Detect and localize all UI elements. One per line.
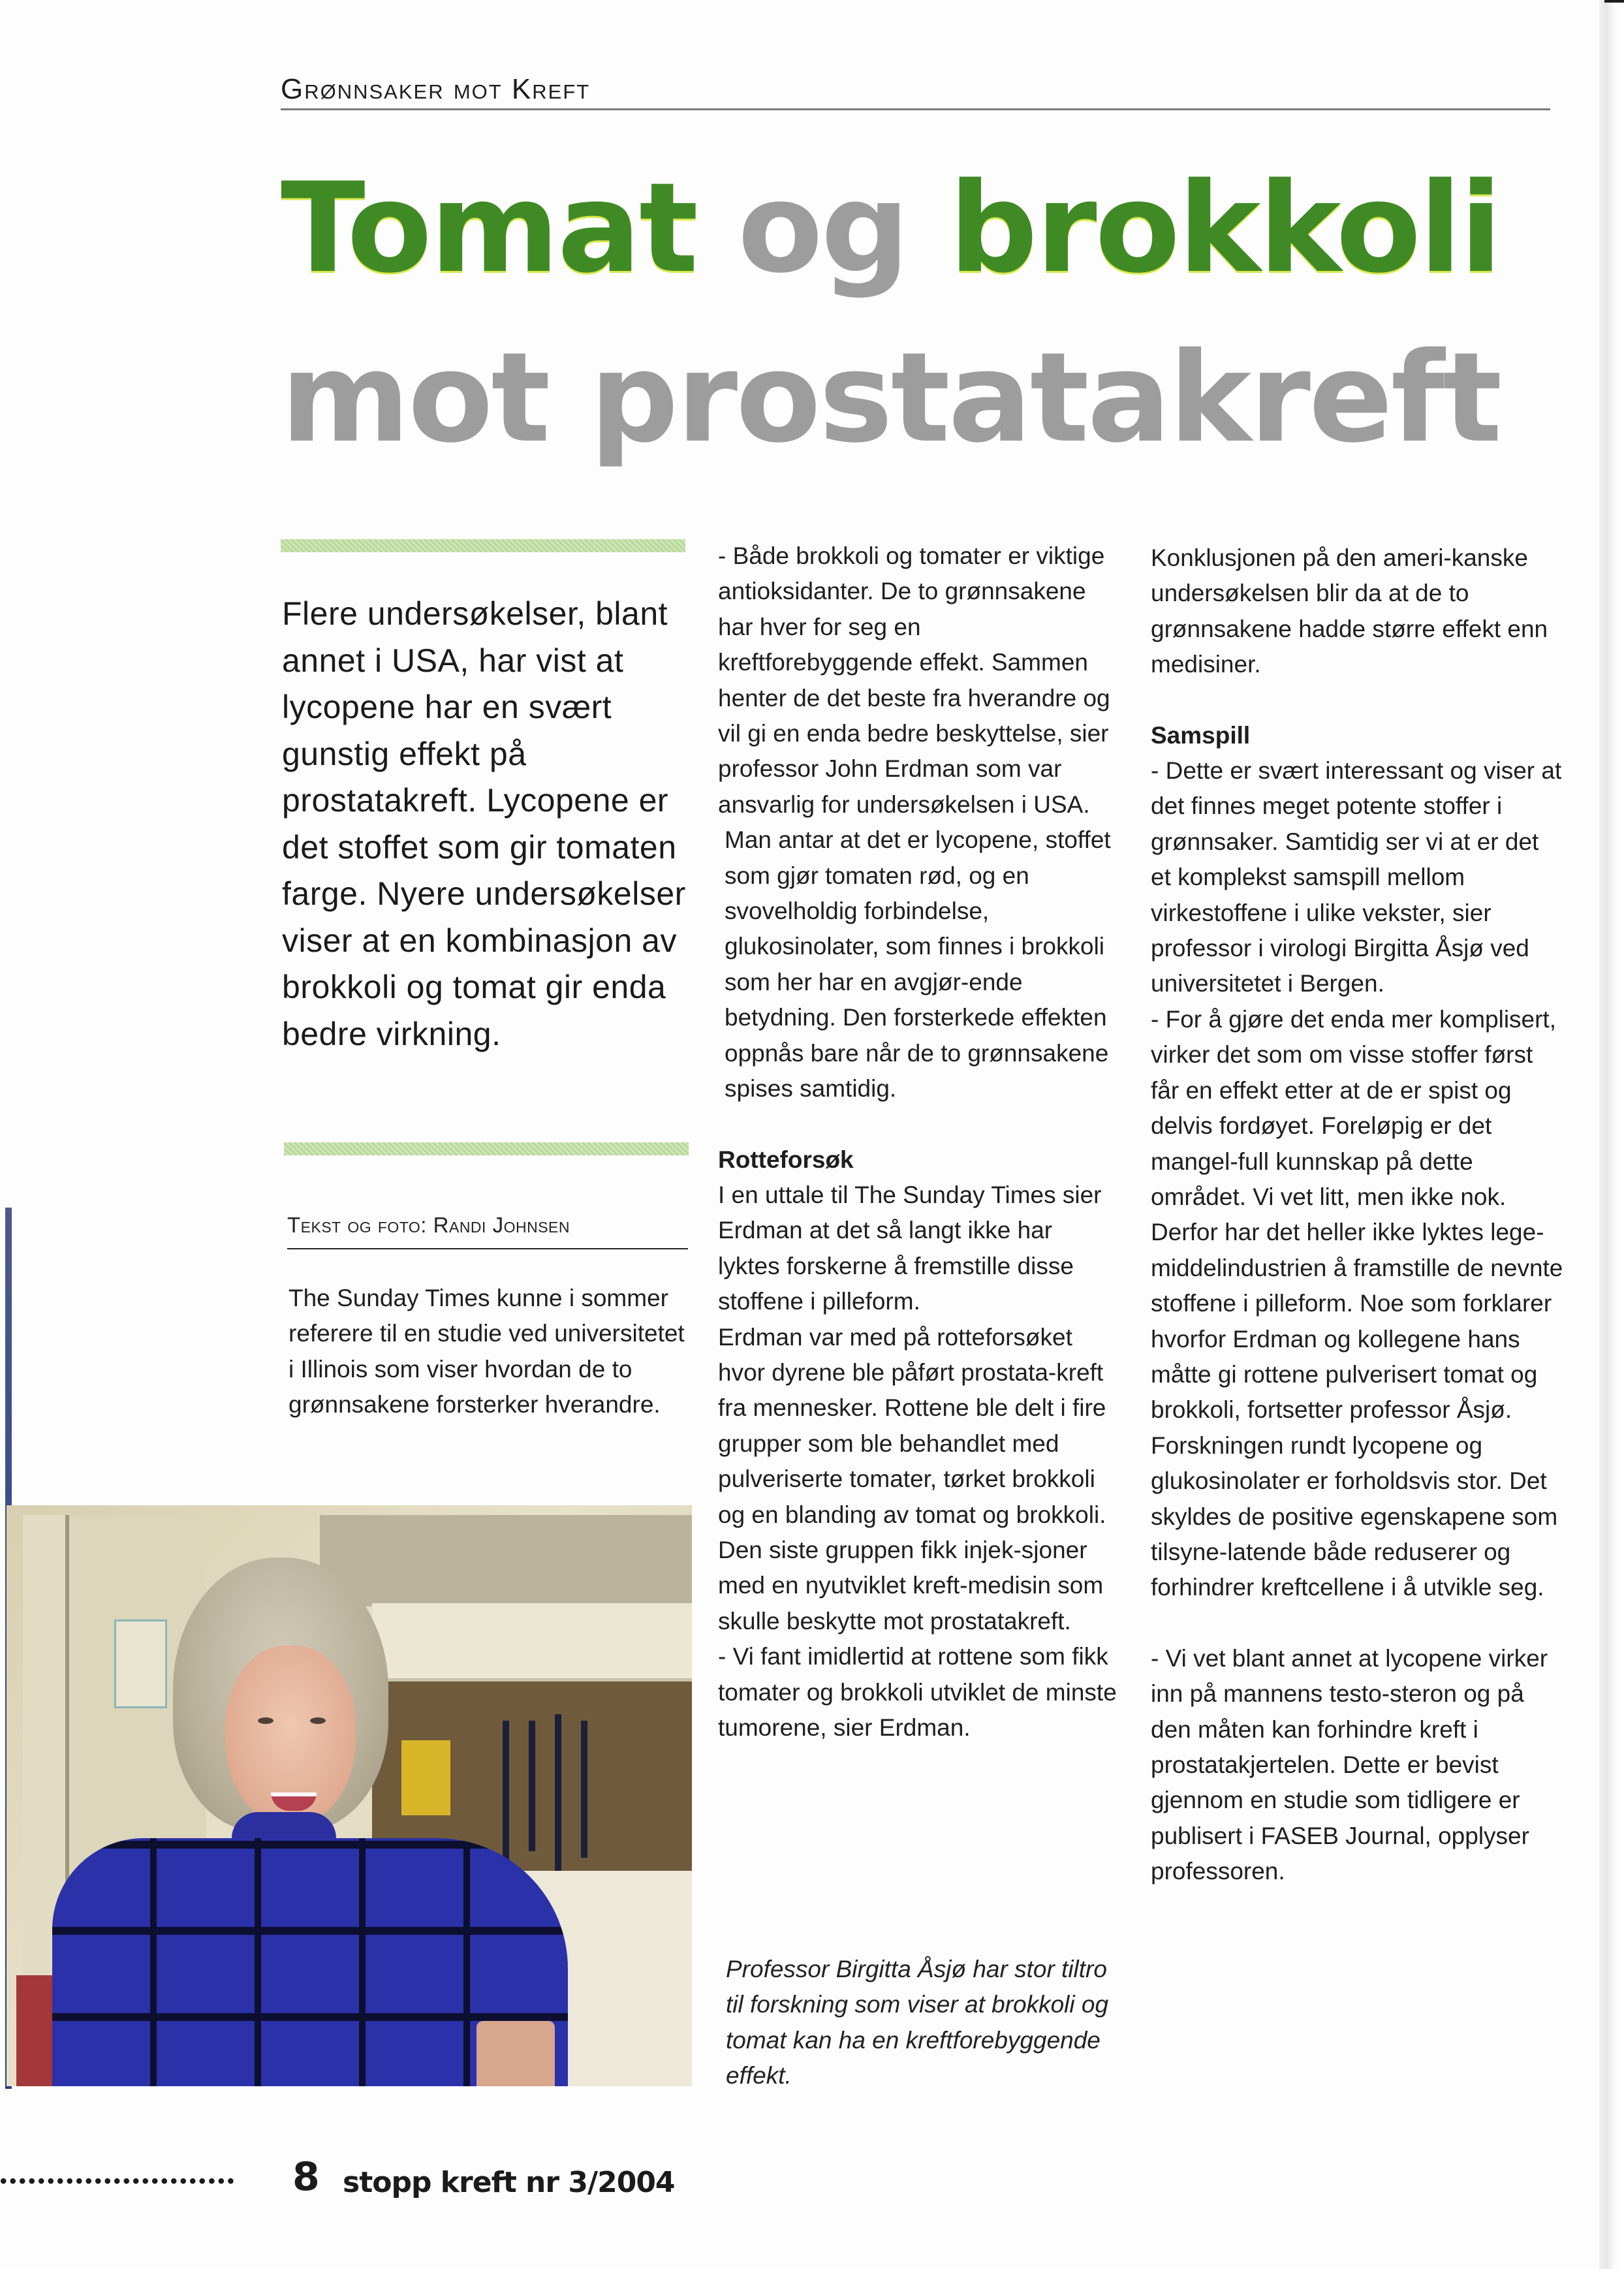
photo-yellow-box [401,1740,450,1815]
column2 [718,539,1119,1745]
article-title-line2: mot prostatakreft [281,326,1501,470]
magazine-issue: stopp kreft nr 3/2004 [343,2166,675,2199]
page-edge [1599,0,1624,2269]
subhead-samspill: Samspill [1151,721,1251,749]
column1-paragraph: The Sunday Times kunne i sommer referere til en studie ved universitetet i Illinois som viser hvordan de to grønnsakene forsterker hverandre. [289,1285,685,1418]
photo-pipette [503,1721,509,1871]
column2-paragraph: - Vi fant imidlertid at rottene som fikk tomater og brokkoli utviklet de minste tumorene, sier Erdman. [718,1643,1117,1741]
column3 [1151,540,1565,1890]
column3-final-paragraph: - Vi vet blant annet at lycopene virker inn på mannens testo-steron og på den måten kan forhindre kreft i prostatakjertelen. Dette er bevist gjennom en studie som tidligere er publisert i FASEB Journal, opplyser professoren. [1151,1644,1548,1885]
column3-paragraph: - Dette er svært interessant og viser at det finnes meget potente stoffer i grønnsaker. Samtidig ser vi at er det et komplekst samspill mellom virkestoffene i ulike vekster, sier professor i virologi Birgitta Åsjø ved universitetet i Bergen. [1151,757,1562,997]
column2-paragraph: Erdman var med på rotteforsøket hvor dyrene ble påført prostata-kreft fra mennesker. Rottene ble delt i fire grupper som ble behandlet med pulveriserte tomater, tørket brokkoli og en blanding av tomat og brokkoli. Den siste gruppen fikk injek-sjoner med en nyutviklet kreft-medisin som skulle beskytte mot prostatakreft. [718,1323,1106,1635]
column2-paragraph: - Både brokkoli og tomater er viktige antioksidanter. De to grønnsakene har hver for seg en kreftforebyggende effekt. Sammen henter de det beste fra hverandre og vil gi en enda bedre beskyttelse, sier professor John Erdman som var ansvarlig for undersøkelsen i USA. [718,542,1110,818]
subhead-rotteforsok: Rotteforsøk [718,1146,854,1173]
photo-pipette [529,1721,535,1851]
ingress-text: Flere undersøkelser, blant annet i USA, har vist at lycopene har en svært gunstig effekt på prostatakreft. Lycopene er det stoffet som gir tomaten farge. Nyere undersøkelser viser at en kombinasjon av brokkoli og tomat gir enda bedre virkning. [282,595,686,1052]
photo-chair [16,1975,55,2086]
photo-eye [258,1717,273,1724]
title-word-tomat: Tomat [281,156,696,300]
photo-eye [310,1717,326,1724]
byline: Tekst og foto: Randi Johnsen [287,1213,570,1237]
column3-paragraph: Forskningen rundt lycopene og glukosinolater er forholdsvis stor. Det skyldes de positive egenskapene som tilsyne-latende både reduserer og forhindrer kreftcellene i å utvikle seg. [1151,1432,1558,1601]
page-edge-top [1604,0,1624,3]
column2-paragraph: Man antar at det er lycopene, stoffet som gjør tomaten rød, og en svovelholdig forbindelse, glukosinolater, som finnes i brokkoli som her har en avgjør-ende betydning. Den forsterkede effekten oppnås bare når de to grønnsakene spises samtidig. [725,826,1111,1103]
section-header: Grønnsaker mot Kreft [281,73,591,105]
photo-notice [114,1620,167,1708]
photo-pipette [555,1714,561,1871]
photo-caption: Professor Birgitta Åsjø har stor tiltro til forskning som viser at brokkoli og tomat kan ha en kreftforebyggende effekt. [726,1956,1109,2089]
title-word-brokkoli: brokkoli [948,156,1501,300]
article-title-line1 [281,156,1501,300]
ingress-top-bar [281,539,685,552]
page-number: 8 [292,2154,320,2200]
portrait-photo [7,1505,692,2086]
column1-body [289,1281,693,1423]
column2-paragraph: I en uttale til The Sunday Times sier Erdman at det så langt ikke har lyktes forskerne å fremstille disse stoffene i pilleform. [718,1181,1102,1315]
byline-rule [287,1248,688,1249]
section-header-rule [281,108,1550,110]
photo-hand [476,2021,555,2086]
ingress-bottom-bar [284,1142,689,1155]
footer-dot-leader: ••••••••••••••••••••••••• [0,2170,237,2192]
column3-paragraph: Konklusjonen på den ameri-kanske undersøkelsen blir da at de to grønnsakene hadde større effekt enn medisiner. [1151,544,1548,678]
title-word-og: og [738,156,908,300]
photo-pipette [581,1721,587,1858]
photo-shelf-top [320,1515,692,1606]
photo-shelf [372,1603,692,1682]
column3-paragraph: - For å gjøre det enda mer komplisert, virker det som om visse stoffer først får en effekt etter at de er spist og delvis fordøyet. Foreløpig er det mangel-full kunnskap på dette området. Vi vet litt, men ikke nok. Derfor har det heller ikke lyktes lege-middelindustrien å framstille de nevnte stoffene i pilleform. Noe som forklarer hvorfor Erdman og kollegene hans måtte gi rottene pulverisert tomat og brokkoli, fortsetter professor Åsjø. [1151,1005,1563,1424]
